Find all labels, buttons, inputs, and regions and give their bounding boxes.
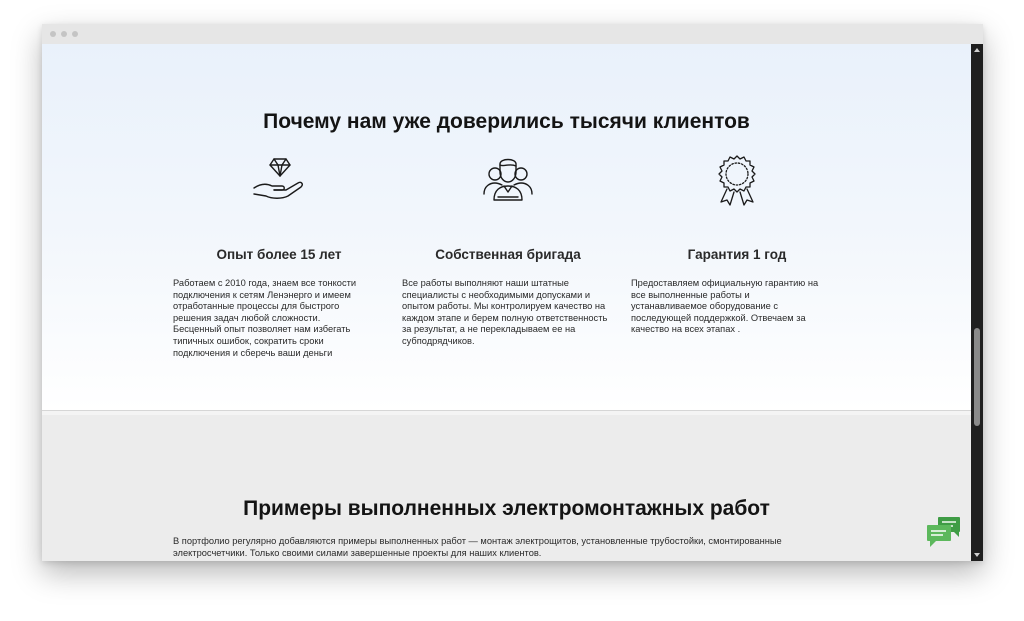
browser-window — [42, 24, 983, 561]
window-titlebar — [42, 24, 983, 44]
portfolio-title: Примеры выполненных электромонтажных работ — [243, 497, 770, 520]
award-badge-icon — [709, 152, 765, 208]
feature-title-warranty: Гарантия 1 год — [687, 247, 787, 262]
feature-text-warranty: Предоставляем официальную гарантию на все выполненные работы и устанавливаемое оборудование с последующей поддержкой. Отвечаем за качество на всех этапах . — [631, 278, 819, 335]
page-viewport — [42, 44, 971, 561]
feature-text-experience: Работаем с 2010 года, знаем все тонкости подключения к сетям Ленэнерго и имеем отработанные процессы для быстрого решения задач любой сложности. Бесценный опыт позволяет нам избегать типичных ошибок, сократить сроки подключения и сберечь ваши деньги — [173, 278, 357, 358]
team-icon — [480, 154, 536, 204]
feature-title-experience: Опыт более 15 лет — [216, 247, 342, 262]
trust-section-title: Почему нам уже доверились тысячи клиентов — [263, 110, 750, 133]
scroll-up-icon[interactable] — [974, 48, 980, 52]
feature-text-team: Все работы выполняют наши штатные специалисты с необходимыми допусками и опытом работы. Мы контролируем качество на каждом этапе и берем полную ответственность за результат, а не перекладываем ее на субподрядчиков. — [402, 278, 608, 346]
window-close-dot[interactable] — [50, 31, 56, 37]
vertical-scrollbar[interactable] — [971, 44, 983, 561]
scrollbar-thumb[interactable] — [974, 328, 980, 426]
portfolio-description: В портфолио регулярно добавляются примеры выполненных работ — монтаж электрощитов, установленные трубостойки, смонтированные электросчетчики. Только своими силами завершенные проекты для наших клиентов. — [173, 536, 782, 558]
scroll-down-icon[interactable] — [974, 553, 980, 557]
chat-bubbles-icon[interactable] — [926, 516, 962, 548]
window-maximize-dot[interactable] — [72, 31, 78, 37]
trust-section — [42, 44, 971, 410]
diamond-hand-icon — [252, 156, 308, 206]
feature-title-team: Собственная бригада — [435, 247, 581, 262]
window-minimize-dot[interactable] — [61, 31, 67, 37]
